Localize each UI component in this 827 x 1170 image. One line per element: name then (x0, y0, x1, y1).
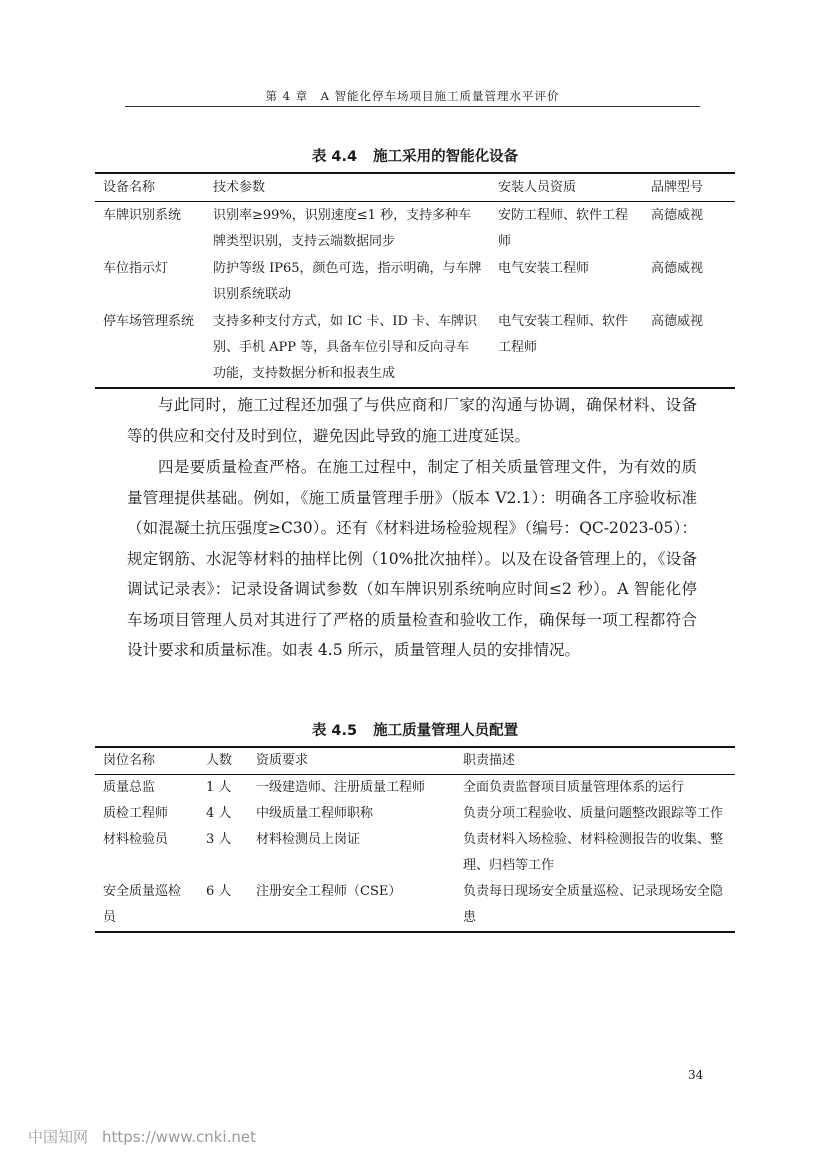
table-4-5-number: 表 4.5 (311, 723, 358, 739)
table-cell: 支持多种支付方式，如 IC 卡、ID 卡、车牌识别、手机 APP 等，具备车位引导和反向寻车功能，支持数据分析和报表生成 (213, 314, 478, 381)
cnki-watermark (28, 1126, 256, 1147)
table-row (95, 827, 735, 879)
table-header-row (95, 747, 735, 775)
paragraph-coordination: 与此同时，施工过程还加强了与供应商和厂家的沟通与协调，确保材料、设备等的供应和交付及时到位，避免因此导致的施工进度延误。 (127, 396, 697, 445)
table-cell: 电气安装工程师、软件工程师 (498, 314, 629, 355)
table-cell: 高德威视 (651, 261, 704, 276)
column-header: 资质要求 (256, 753, 309, 768)
column-header: 职责描述 (463, 753, 516, 768)
table-cell: 防护等级 IP65，颜色可选，指示明确，与车牌识别系统联动 (213, 261, 482, 302)
table-cell: 安防工程师、软件工程师 (498, 208, 629, 249)
table-cell: 安全质量巡检员 (103, 884, 182, 925)
table-cell: 1 人 (206, 780, 232, 795)
table-cell: 质量总监 (103, 780, 156, 795)
table-row (95, 801, 735, 827)
table-cell: 识别率≥99%，识别速度≤1 秒，支持多种车牌类型识别，支持云端数据同步 (213, 208, 472, 249)
table-row (95, 775, 735, 802)
column-header: 人数 (206, 753, 233, 768)
table-4-4-title: 施工采用的智能化设备 (373, 149, 519, 165)
column-header: 安装人员资质 (498, 180, 577, 195)
table-cell: 负责材料入场检验、材料检测报告的收集、整理、归档等工作 (463, 832, 724, 873)
table-cell: 负责每日现场安全质量巡检、记录现场安全隐患 (463, 884, 724, 925)
table-cell: 材料检验员 (103, 832, 169, 847)
column-header: 设备名称 (103, 180, 156, 195)
column-header: 品牌型号 (651, 180, 704, 195)
watermark-url: https://www.cnki.net (102, 1128, 256, 1146)
paragraph-quality-inspection: 四是要质量检查严格。在施工过程中，制定了相关质量管理文件，为有效的质量管理提供基础。例如，《施工质量管理手册》（版本 V2.1）：明确各工序验收标准（如混凝土抗压强度≥C30）。还有《材料进场检验规程》（编号：QC-2023-05）：规定钢筋、水泥等材料的抽样比例（10%批次抽样）。以及在设备管理上的，《设备调试记录表》：记录设备调试参数（如车牌识别系统响应时间≤2 秒）。A 智能化停车场项目管理人员对其进行了严格的质量检查和验收工作，确保每一项工程都符合设计要求和质量标准。如表 4.5 所示，质量管理人员的安排情况。 (127, 458, 697, 659)
table-cell: 车牌识别系统 (103, 208, 182, 223)
table-cell: 注册安全工程师（CSE） (256, 884, 402, 899)
table-cell: 材料检测员上岗证 (256, 832, 361, 847)
table-cell: 3 人 (206, 832, 232, 847)
table-cell: 高德威视 (651, 208, 704, 223)
table-4-5-title: 施工质量管理人员配置 (373, 723, 519, 739)
table-4-5 (95, 746, 735, 933)
table-cell: 全面负责监督项目质量管理体系的运行 (463, 780, 685, 795)
table-row (95, 202, 735, 256)
table-row (95, 255, 735, 308)
table-cell: 6 人 (206, 884, 232, 899)
table-cell: 质检工程师 (103, 806, 169, 821)
table-cell: 一级建造师、注册质量工程师 (256, 780, 426, 795)
table-4-4-number: 表 4.4 (311, 149, 358, 165)
column-header: 技术参数 (213, 180, 266, 195)
table-cell: 高德威视 (651, 314, 704, 329)
table-4-4 (95, 172, 735, 389)
table-4-4-caption (95, 145, 735, 166)
table-cell: 负责分项工程验收、质量问题整改跟踪等工作 (463, 806, 724, 821)
table-cell: 中级质量工程师职称 (256, 806, 374, 821)
table-cell: 车位指示灯 (103, 261, 169, 276)
watermark-brand: 中国知网 (28, 1128, 89, 1146)
table-cell: 停车场管理系统 (103, 314, 195, 329)
table-cell: 4 人 (206, 806, 232, 821)
table-cell: 电气安装工程师 (498, 261, 590, 276)
page-number: 34 (688, 1068, 704, 1082)
table-4-5-caption (95, 719, 735, 740)
header-rule (125, 106, 700, 107)
running-header: 第 4 章 A 智能化停车场项目施工质量管理水平评价 (265, 89, 560, 103)
table-row (95, 879, 735, 932)
table-header-row (95, 173, 735, 202)
column-header: 岗位名称 (103, 753, 156, 768)
table-row (95, 308, 735, 388)
